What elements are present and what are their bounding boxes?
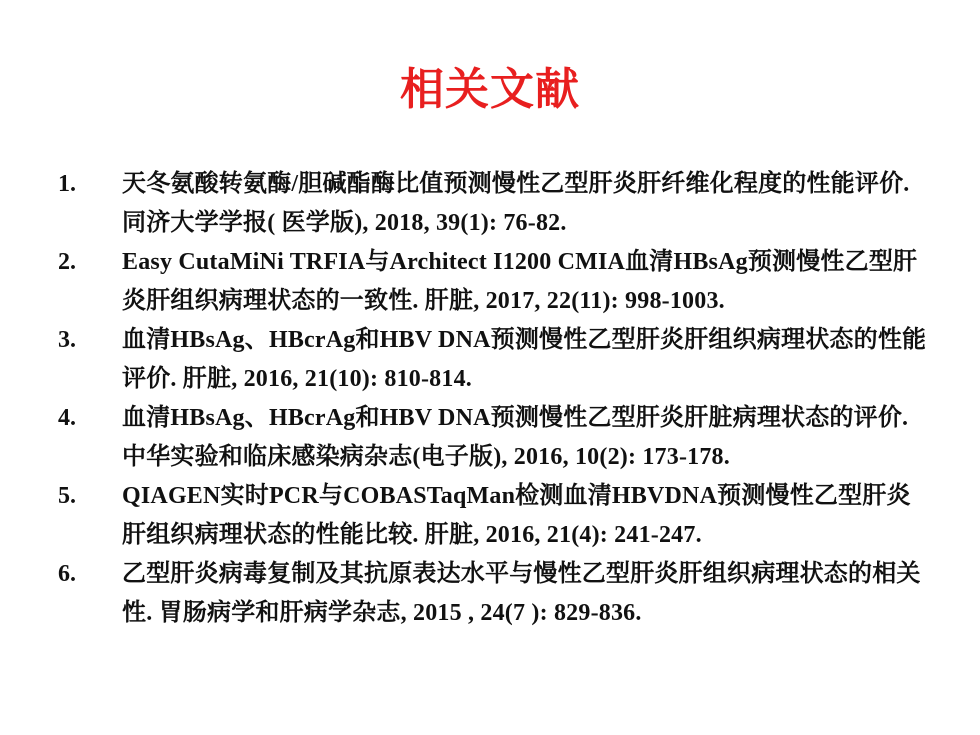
reference-item-4	[58, 399, 928, 477]
reference-number: 6.	[58, 561, 76, 587]
reference-text: 乙型肝炎病毒复制及其抗原表达水平与慢性乙型肝炎肝组织病理状态的相关性. 胃肠病学和肝病学杂志, 2015 , 24(7 ): 829-836.	[122, 561, 921, 626]
reference-list	[58, 165, 928, 633]
reference-number: 5.	[58, 483, 76, 509]
reference-text: Easy CutaMiNi TRFIA与Architect I1200 CMIA血清HBsAg预测慢性乙型肝炎肝组织病理状态的一致性. 肝脏, 2017, 22(11): 998-1003.	[122, 249, 918, 314]
reference-number: 2.	[58, 249, 76, 275]
reference-text: 血清HBsAg、HBcrAg和HBV DNA预测慢性乙型肝炎肝组织病理状态的性能评价. 肝脏, 2016, 21(10): 810-814.	[122, 327, 927, 392]
reference-item-1	[58, 165, 928, 243]
reference-text: 血清HBsAg、HBcrAg和HBV DNA预测慢性乙型肝炎肝脏病理状态的评价. 中华实验和临床感染病杂志(电子版), 2016, 10(2): 173-178.	[122, 405, 909, 470]
reference-text: QIAGEN实时PCR与COBASTaqMan检测血清HBVDNA预测慢性乙型肝炎肝组织病理状态的性能比较. 肝脏, 2016, 21(4): 241-247.	[122, 483, 911, 548]
reference-text: 天冬氨酸转氨酶/胆碱酯酶比值预测慢性乙型肝炎肝纤维化程度的性能评价. 同济大学学报( 医学版), 2018, 39(1): 76-82.	[122, 171, 910, 236]
page-title: 相关文献	[400, 64, 580, 115]
reference-number: 1.	[58, 171, 76, 197]
reference-number: 4.	[58, 405, 76, 431]
reference-number: 3.	[58, 327, 76, 353]
reference-item-3	[58, 321, 928, 399]
reference-item-5	[58, 477, 928, 555]
reference-item-6	[58, 555, 928, 633]
reference-item-2	[58, 243, 928, 321]
